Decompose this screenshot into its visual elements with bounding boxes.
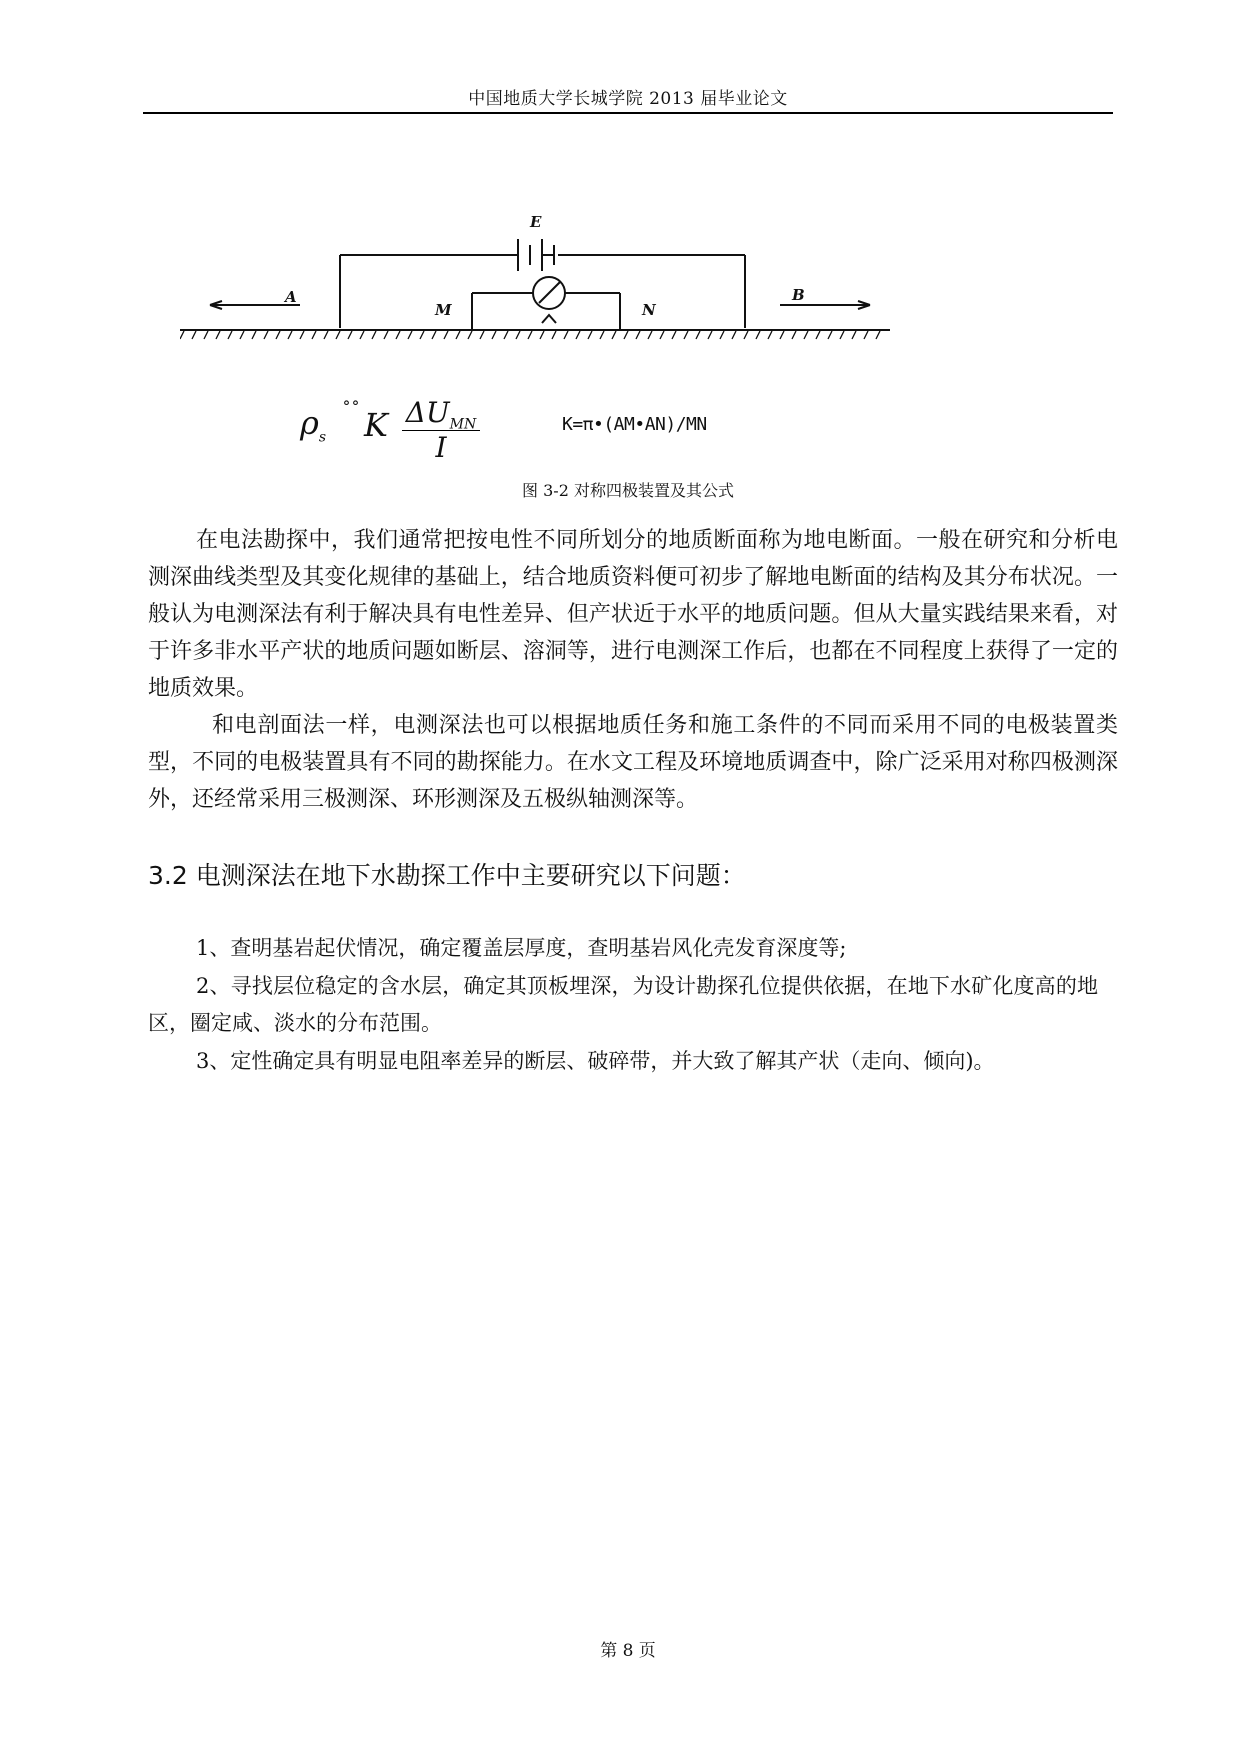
page-number: 第 8 页	[600, 1641, 656, 1661]
formula-approx-symbol: ˚˚	[342, 400, 360, 421]
formula-fraction	[400, 396, 482, 464]
figure-caption: 图 3-2 对称四极装置及其公式	[522, 481, 734, 500]
label-b: B	[792, 286, 805, 304]
meter-base	[542, 315, 556, 323]
formula-denominator: I	[435, 431, 447, 464]
k-formula: K=π•(AM•AN)/MN	[562, 414, 707, 435]
formula-numerator: $\Delta U_{MN}$	[405, 396, 477, 433]
ground-hatching	[180, 331, 880, 339]
header-rule	[143, 112, 1113, 114]
section-heading: 3.2 电测深法在地下水勘探工作中主要研究以下问题：	[148, 861, 746, 890]
label-a: A	[285, 288, 297, 306]
electrode-array-diagram	[180, 205, 1000, 350]
formula-k: K	[364, 406, 388, 444]
list-item-1: 1、查明基岩起伏情况，确定覆盖层厚度，查明基岩风化壳发育深度等;	[196, 936, 847, 960]
label-m: M	[435, 301, 452, 319]
paragraph-2: 和电剖面法一样，电测深法也可以根据地质任务和施工条件的不同而采用不同的电极装置类型，不同的电极装置具有不同的勘探能力。在水文工程及环境地质调查中，除广泛采用对称四极测深外，还经常采用三极测深、环形测深及五极纵轴测深等。	[148, 713, 1118, 812]
formula-rho: $\rho_s$	[300, 404, 326, 446]
paragraph-1: 在电法勘探中，我们通常把按电性不同所划分的地质断面称为地电断面。一般在研究和分析电测深曲线类型及其变化规律的基础上，结合地质资料便可初步了解地电断面的结构及其分布状况。一般认为电测深法有利于解决具有电性差异、但产状近于水平的地质问题。但从大量实践结果来看，对于许多非水平产状的地质问题如断层、溶洞等，进行电测深工作后，也都在不同程度上获得了一定的地质效果。	[148, 528, 1118, 701]
resistivity-formula	[300, 396, 540, 466]
list-item-3: 3、定性确定具有明显电阻率差异的断层、破碎带，并大致了解其产状（走向、倾向)。	[196, 1049, 995, 1073]
label-n: N	[642, 301, 656, 319]
label-e: E	[530, 213, 542, 231]
page-header: 中国地质大学长城学院 2013 届毕业论文	[468, 89, 788, 109]
list-item-2: 2、寻找层位稳定的含水层，确定其顶板埋深，为设计勘探孔位提供依据，在地下水矿化度高的地区，圈定咸、淡水的分布范围。	[148, 974, 1098, 1035]
meter-needle	[539, 282, 560, 303]
